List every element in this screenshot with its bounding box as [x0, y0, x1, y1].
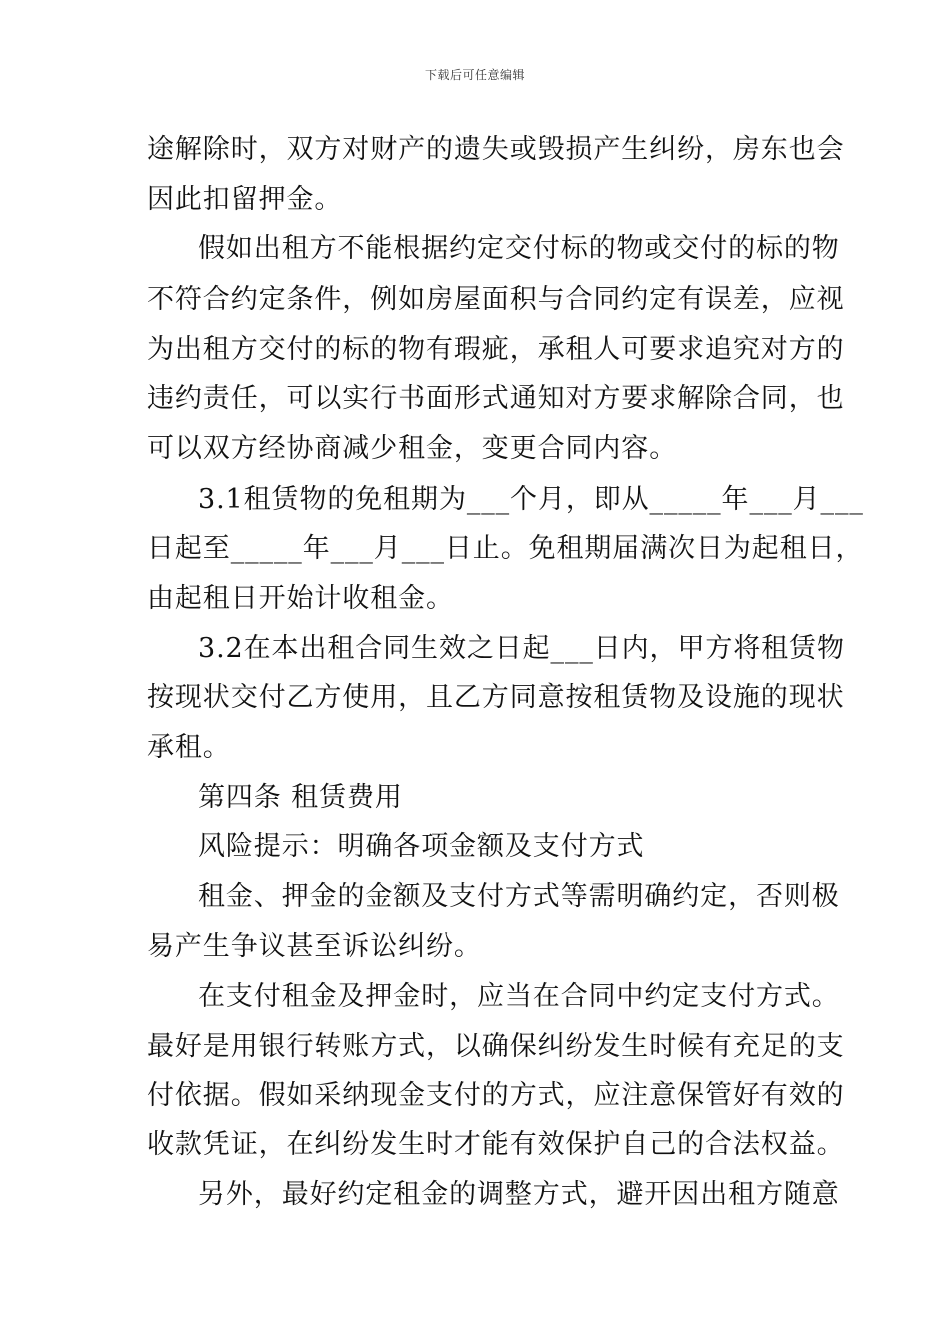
body-line: 由起租日开始计收租金。	[147, 583, 454, 614]
body-line: 付依据。假如采纳现金支付的方式，应注意保管好有效的	[147, 1080, 845, 1111]
body-line: 3.2在本出租合同生效之日起___日内，甲方将租赁物	[198, 633, 845, 664]
risk-tip: 风险提示：明确各项金额及支付方式	[198, 831, 645, 862]
section-heading: 第四条 租赁费用	[198, 782, 403, 813]
page-header: 下载后可任意编辑	[424, 68, 525, 82]
body-line: 承租。	[147, 732, 231, 763]
body-line: 另外，最好约定租金的调整方式，避开因出租方随意	[198, 1179, 840, 1210]
body-line: 因此扣留押金。	[147, 184, 343, 215]
body-line: 为出租方交付的标的物有瑕疵，承租人可要求追究对方的	[147, 334, 845, 365]
body-line: 日起至_____年___月___日止。免租期届满次日为起租日，	[147, 533, 864, 564]
body-line: 收款凭证，在纠纷发生时才能有效保护自己的合法权益。	[147, 1129, 845, 1160]
body-line: 租金、押金的金额及支付方式等需明确约定，否则极	[198, 881, 840, 912]
body-line: 3.1租赁物的免租期为___个月，即从_____年___月___	[198, 484, 864, 515]
body-line: 最好是用银行转账方式，以确保纠纷发生时候有充足的支	[147, 1031, 845, 1062]
body-line: 按现状交付乙方使用，且乙方同意按租赁物及设施的现状	[147, 682, 845, 713]
body-line: 不符合约定条件，例如房屋面积与合同约定有误差，应视	[147, 284, 845, 315]
body-line: 假如出租方不能根据约定交付标的物或交付的标的物	[198, 233, 840, 264]
body-line: 可以双方经协商减少租金，变更合同内容。	[147, 433, 678, 464]
body-line: 违约责任，可以实行书面形式通知对方要求解除合同，也	[147, 383, 845, 414]
body-line: 途解除时，双方对财产的遗失或毁损产生纠纷，房东也会	[147, 134, 845, 165]
body-line: 易产生争议甚至诉讼纠纷。	[147, 931, 482, 962]
body-line: 在支付租金及押金时，应当在合同中约定支付方式。	[198, 981, 840, 1012]
